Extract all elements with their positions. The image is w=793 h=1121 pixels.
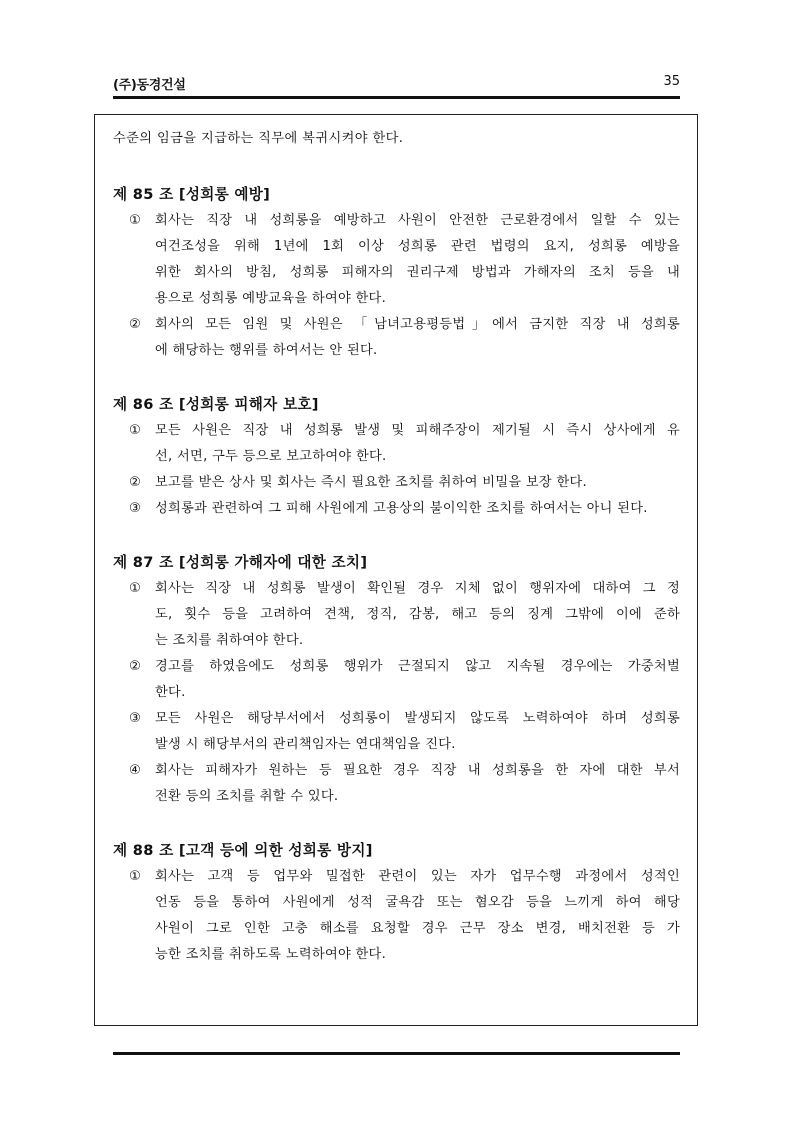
clause-line: 능한 조치를 취하도록 노력하여야 한다. — [155, 947, 387, 962]
clause-item — [129, 864, 680, 968]
clause-text — [155, 470, 680, 496]
clause-item — [129, 654, 680, 706]
intro-line: 수준의 임금을 지급하는 직무에 복귀시켜야 한다. — [113, 131, 404, 146]
clause-number: ③ — [129, 711, 141, 726]
clause-line: 선, 서면, 구두 등으로 보고하여야 한다. — [155, 449, 387, 464]
company-name: (주)동경건설 — [113, 78, 186, 93]
clause-number: ③ — [129, 501, 141, 516]
clause-line: 에 해당하는 행위를 하여서는 안 된다. — [155, 343, 378, 358]
clause-line: 모든 사원은 직장 내 성희롱 발생 및 피해주장이 제기될 시 즉시 상사에게 유 — [155, 423, 680, 438]
page-header — [113, 72, 680, 92]
clause-item — [129, 418, 680, 470]
clause-line: 성희롱과 관련하여 그 피해 사원에게 고용상의 불이익한 조치를 하여서는 아니 된다. — [155, 501, 648, 516]
section-title: 제 87 조 [성희롱 가해자에 대한 조치] — [113, 554, 368, 571]
clause-line: 는 조치를 취하여야 한다. — [155, 633, 304, 648]
clause-item — [129, 312, 680, 364]
clause-line: 사원이 그로 인한 고충 해소를 요청할 경우 근무 장소 변경, 배치전환 등 가 — [155, 921, 680, 936]
clause-line: 발생 시 해당부서의 관리책임자는 연대책임을 진다. — [155, 737, 456, 752]
clause-line: 회사는 직장 내 성희롱을 예방하고 사원이 안전한 근로환경에서 일할 수 있는 — [155, 213, 680, 228]
clause-line: 위한 회사의 방침, 성희롱 피해자의 권리구제 방법과 가해자의 조치 등을 내 — [155, 265, 680, 280]
clause-text — [155, 418, 680, 470]
section-title: 제 88 조 [고객 등에 의한 성희롱 방지] — [113, 842, 373, 859]
clause-text — [155, 654, 680, 706]
header-rule — [113, 96, 680, 99]
footer-rule — [113, 1052, 680, 1055]
section-title: 제 86 조 [성희롱 피해자 보호] — [113, 396, 319, 413]
clause-number: ② — [129, 659, 141, 674]
clause-line: 모든 사원은 해당부서에서 성희롱이 발생되지 않도록 노력하여야 하며 성희롱 — [155, 711, 680, 726]
clause-item — [129, 576, 680, 654]
clause-text — [155, 312, 680, 364]
clause-number: ① — [129, 581, 141, 596]
clause-text — [155, 864, 680, 968]
clause-line: 회사의 모든 임원 및 사원은 「남녀고용평등법」에서 금지한 직장 내 성희롱 — [155, 317, 680, 332]
clause-text — [155, 496, 680, 522]
clause-text — [155, 758, 680, 810]
clause-item — [129, 496, 680, 522]
clause-line: 전환 등의 조치를 취할 수 있다. — [155, 789, 339, 804]
clause-item — [129, 758, 680, 810]
clause-number: ② — [129, 317, 141, 332]
clause-number: ① — [129, 213, 141, 228]
clause-line: 여건조성을 위해 1년에 1회 이상 성희롱 관련 법령의 요지, 성희롱 예방을 — [155, 239, 680, 254]
document-body — [113, 126, 680, 968]
section-title: 제 85 조 [성희롱 예방] — [113, 186, 271, 203]
clause-number: ② — [129, 475, 141, 490]
clause-line: 회사는 고객 등 업무와 밀접한 관련이 있는 자가 업무수행 과정에서 성적인 — [155, 869, 680, 884]
page-number: 35 — [663, 74, 680, 89]
clause-number: ① — [129, 869, 141, 884]
clause-line: 용으로 성희롱 예방교육을 하여야 한다. — [155, 291, 387, 306]
clause-item — [129, 706, 680, 758]
clause-line: 회사는 직장 내 성희롱 발생이 확인될 경우 지체 없이 행위자에 대하여 그 정 — [155, 581, 680, 596]
clause-text — [155, 706, 680, 758]
clause-line: 도, 횟수 등을 고려하여 견책, 정직, 감봉, 해고 등의 징계 그밖에 이에 준하 — [155, 607, 680, 622]
clause-text — [155, 576, 680, 654]
clause-text — [155, 208, 680, 312]
clause-item — [129, 208, 680, 312]
clause-line: 회사는 피해자가 원하는 등 필요한 경우 직장 내 성희롱을 한 자에 대한 부서 — [155, 763, 680, 778]
clause-number: ① — [129, 423, 141, 438]
clause-line: 보고를 받은 상사 및 회사는 즉시 필요한 조치를 취하여 비밀을 보장 한다. — [155, 475, 588, 490]
clause-line: 한다. — [155, 685, 186, 700]
clause-item — [129, 470, 680, 496]
clause-line: 경고를 하였음에도 성희롱 행위가 근절되지 않고 지속될 경우에는 가중처벌 — [155, 659, 680, 674]
clause-line: 언동 등을 통하여 사원에게 성적 굴욕감 또는 혐오감 등을 느끼게 하여 해당 — [155, 895, 680, 910]
clause-number: ④ — [129, 763, 141, 778]
